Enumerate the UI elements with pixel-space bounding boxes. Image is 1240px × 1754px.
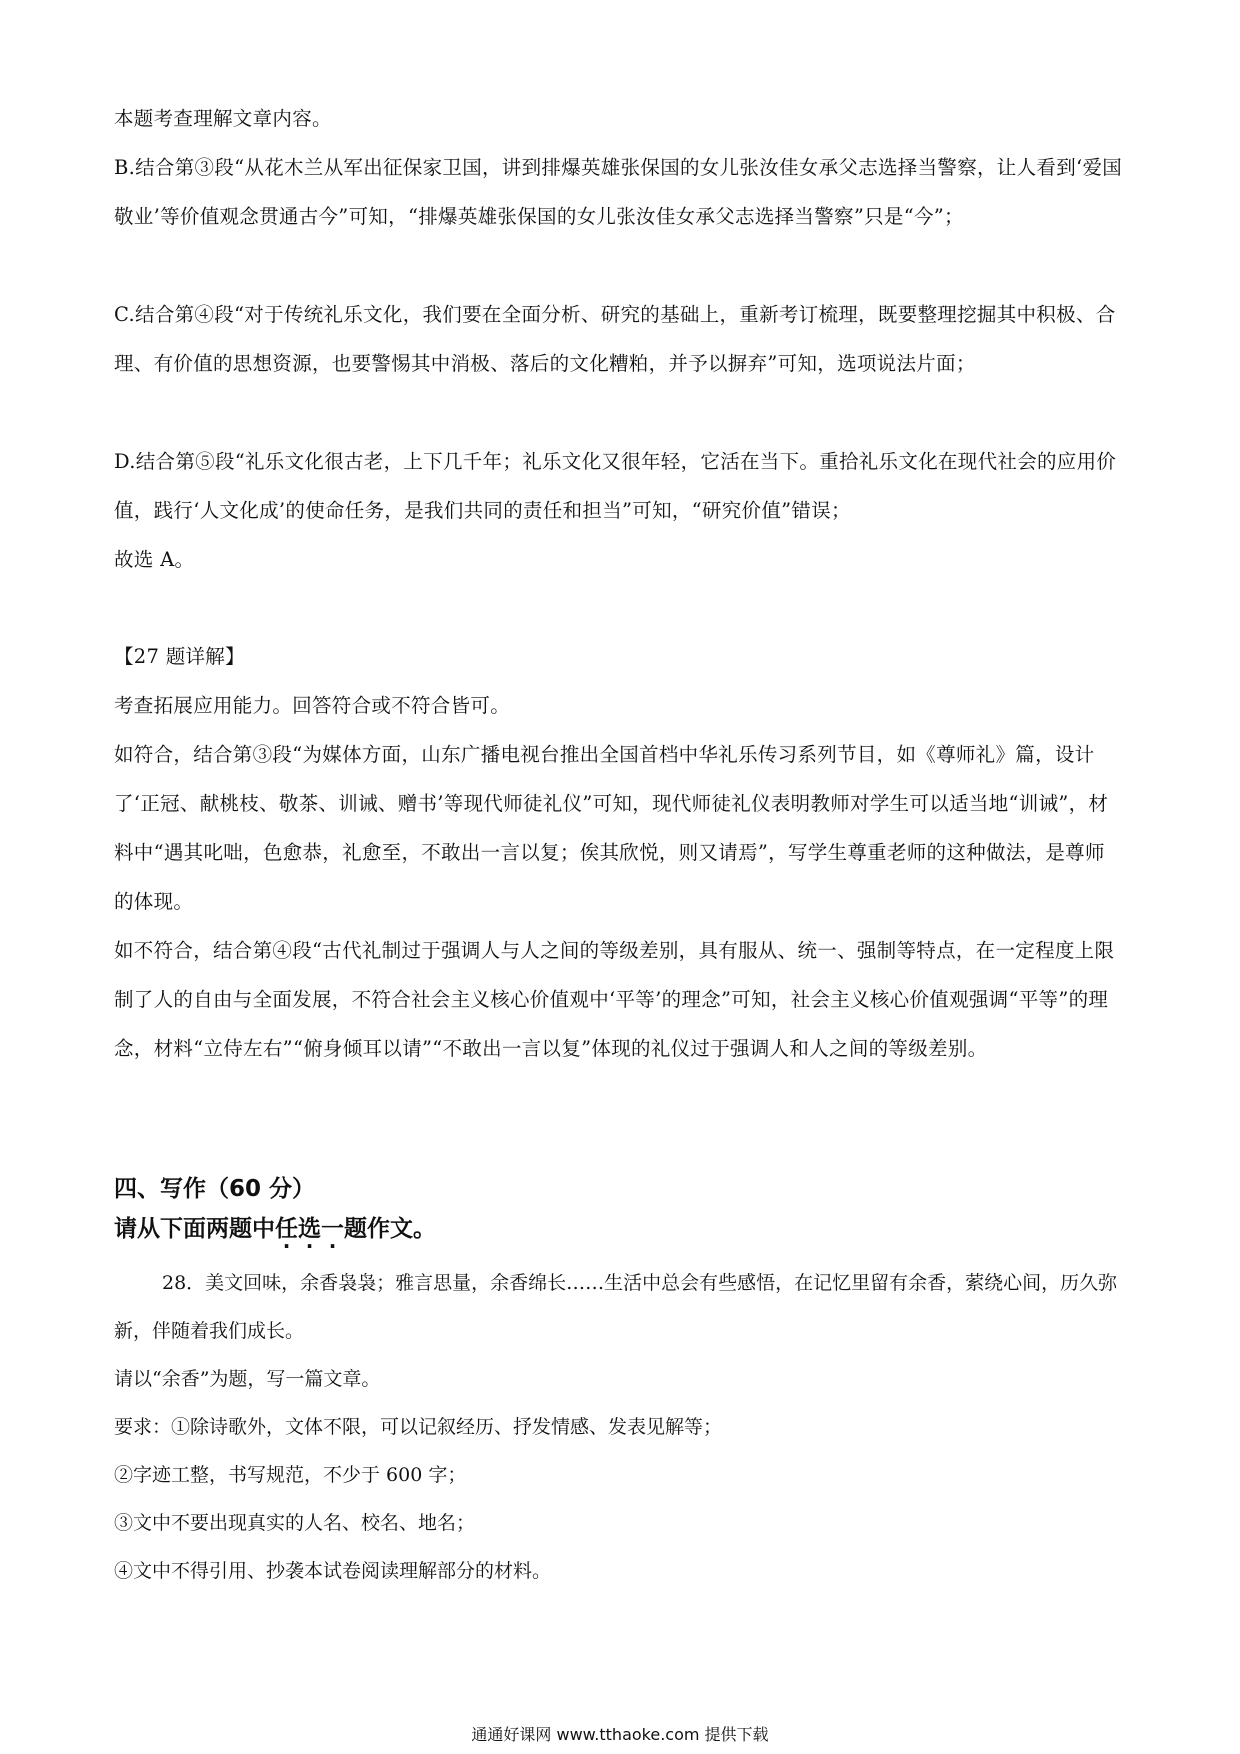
writing-section-title: 四、写作（60 分） xyxy=(114,1176,316,1202)
writing-prompt: 28．美文回味，余香袅袅；雅言思量，余香绵长……生活中总会有些感悟，在记忆里留有余香，萦绕心间，历久弥新，伴随着我们成长。 xyxy=(114,1272,1118,1342)
q27-heading: 【27 题详解】 xyxy=(114,645,245,668)
analysis-option-d: D.结合第⑤段“礼乐文化很古老，上下几千年；礼乐文化又很年轻，它活在当下。重拾礼乐文化在现代社会的应用价值，践行‘人文化成’的使命任务，是我们共同的责任和担当”可知，“研究价值”错误； xyxy=(114,450,1117,522)
writing-requirement-1: 要求：①除诗歌外，文体不限，可以记叙经历、抒发情感、发表见解等； xyxy=(114,1416,723,1438)
instruction-prefix: 请从下面两题中 xyxy=(114,1216,275,1242)
emphasis-char-3: 一 xyxy=(321,1216,344,1242)
writing-requirement-4: ④文中不得引用、抄袭本试卷阅读理解部分的材料。 xyxy=(114,1560,552,1582)
emphasis-char-1: 任 xyxy=(275,1216,298,1242)
writing-instruction xyxy=(114,1210,436,1243)
writing-requirement-3: ③文中不要出现真实的人名、校名、地名； xyxy=(114,1512,476,1534)
analysis-intro: 本题考查理解文章内容。 xyxy=(114,107,332,130)
writing-task: 请以“余香”为题，写一篇文章。 xyxy=(114,1368,381,1390)
writing-requirement-2: ②字迹工整，书写规范，不少于 600 字； xyxy=(114,1464,467,1486)
analysis-option-c: C.结合第④段“对于传统礼乐文化，我们要在全面分析、研究的基础上，重新考订梳理，既要整理挖掘其中积极、合理、有价值的思想资源，也要警惕其中消极、落后的文化糟粕，并予以摒弃”可知，选项说法片面； xyxy=(114,303,1116,375)
emphasis-char-2: 选 xyxy=(298,1216,321,1242)
q27-intro: 考查拓展应用能力。回答符合或不符合皆可。 xyxy=(114,694,511,717)
analysis-answer: 故选 A。 xyxy=(114,548,195,571)
q27-agree: 如符合，结合第③段“为媒体方面，山东广播电视台推出全国首档中华礼乐传习系列节目，如《尊师礼》篇，设计了‘正冠、献桃枝、敬茶、训诫、赠书’等现代师徒礼仪”可知，现代师徒礼仪表明教师对学生可以适当地“训诫”，材料中“遇其叱咄，色愈恭，礼愈至，不敢出一言以复；俟其欣悦，则又请焉”，写学生尊重老师的这种做法，是尊师的体现。 xyxy=(114,743,1109,913)
analysis-option-b: B.结合第③段“从花木兰从军出征保家卫国，讲到排爆英雄张保国的女儿张汝佳女承父志选择当警察，让人看到‘爱国敬业’等价值观念贯通古今”可知，“排爆英雄张保国的女儿张汝佳女承父志选择当警察”只是“今”； xyxy=(114,156,1123,228)
instruction-suffix: 题作文。 xyxy=(344,1216,436,1242)
q27-disagree: 如不符合，结合第④段“古代礼制过于强调人与人之间的等级差别，具有服从、统一、强制等特点，在一定程度上限制了人的自由与全面发展，不符合社会主义核心价值观中‘平等’的理念”可知，社会主义核心价值观强调“平等”的理念，材料“立侍左右”“俯身倾耳以请”“不敢出一言以复”体现的礼仪过于强调人和人之间的等级差别。 xyxy=(114,939,1115,1060)
page-footer: 通通好课网 www.tthaoke.com 提供下载 xyxy=(471,1725,769,1744)
